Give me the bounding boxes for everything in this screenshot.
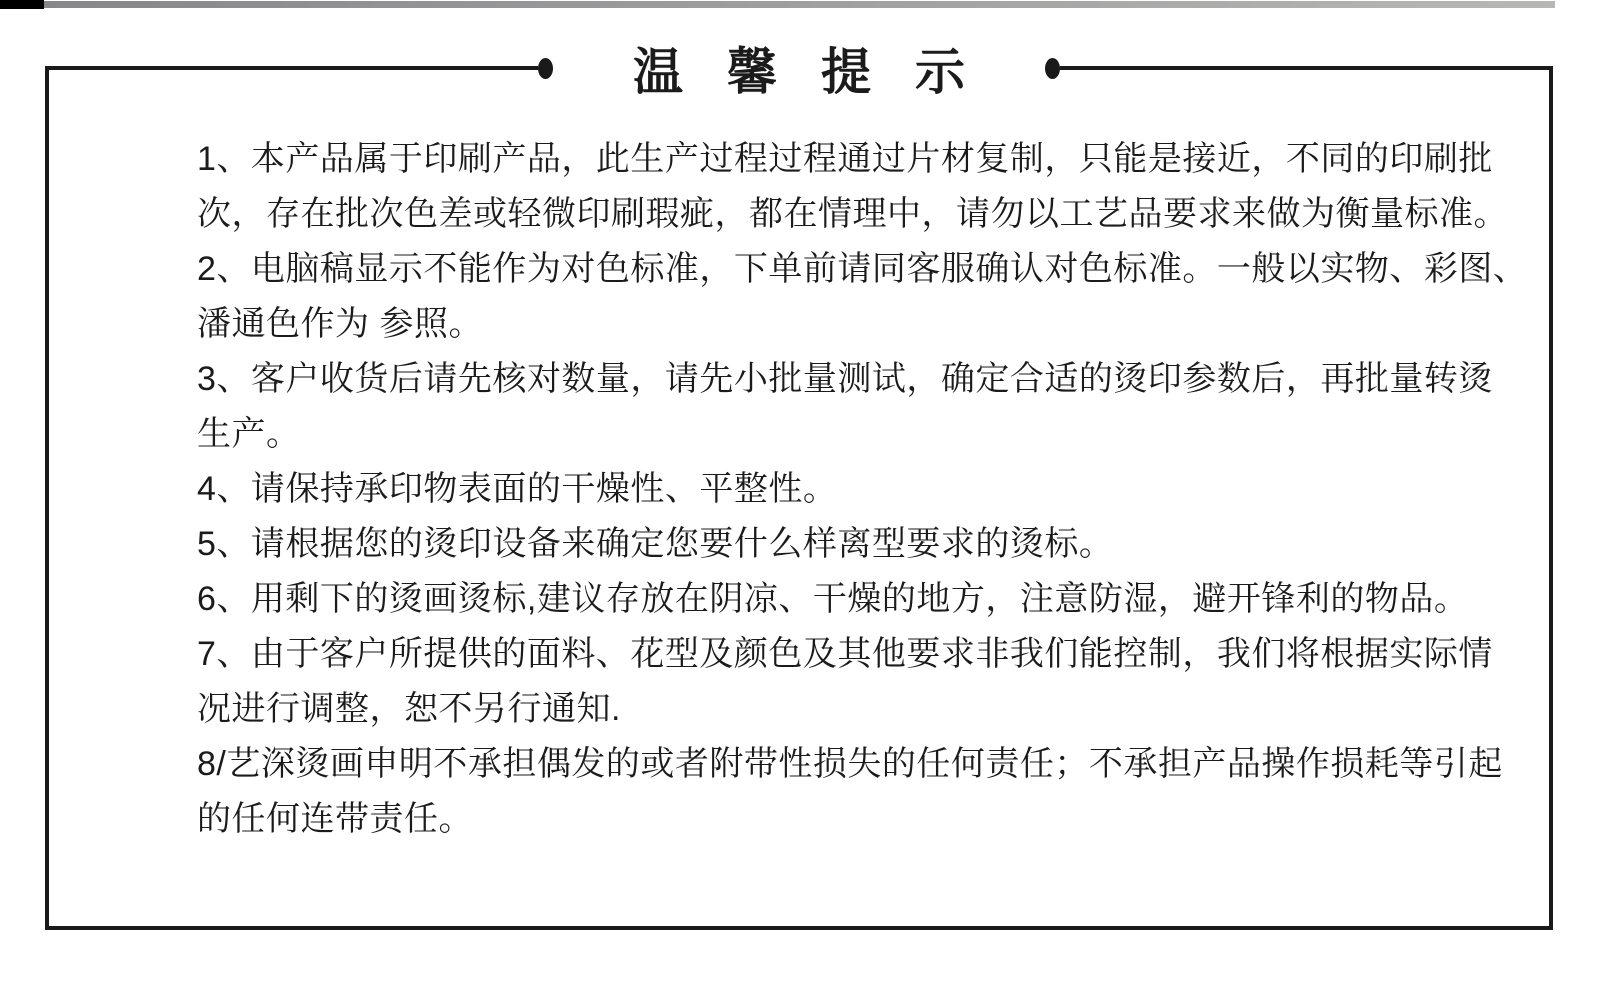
notice-line: 生产。 (197, 415, 301, 453)
notice-line: 况进行调整，恕不另行通知. (197, 690, 621, 728)
notice-body (49, 70, 1549, 847)
notice-line: 8/艺深烫画申明不承担偶发的或者附带性损失的任何责任；不承担产品操作损耗等引起 (197, 745, 1503, 783)
notice-line: 潘通色作为 参照。 (197, 305, 483, 343)
top-decor-bar (0, 0, 1600, 10)
notice-frame (45, 44, 1553, 930)
notice-line: 3、客户收货后请先核对数量，请先小批量测试，确定合适的烫印参数后，再批量转烫 (197, 360, 1493, 398)
top-bar-black-segment (0, 0, 44, 9)
notice-title: 温馨提示 (633, 44, 1009, 100)
notice-line: 6、用剩下的烫画烫标,建议存放在阴凉、干燥的地方，注意防湿，避开锋利的物品。 (197, 580, 1469, 618)
top-bar-gradient-segment (44, 1, 1555, 8)
notice-line: 5、请根据您的烫印设备来确定您要什么样离型要求的烫标。 (197, 525, 1114, 563)
notice-line: 1、本产品属于印刷产品，此生产过程过程通过片材复制，只能是接近，不同的印刷批 (197, 140, 1493, 178)
notice-line: 4、请保持承印物表面的干燥性、平整性。 (197, 470, 838, 508)
notice-line: 2、电脑稿显示不能作为对色标准，下单前请同客服确认对色标准。一般以实物、彩图、 (197, 250, 1528, 288)
notice-line: 次，存在批次色差或轻微印刷瑕疵，都在情理中，请勿以工艺品要求来做为衡量标准。 (197, 195, 1508, 233)
notice-line: 的任何连带责任。 (197, 800, 473, 838)
notice-line: 7、由于客户所提供的面料、花型及颜色及其他要求非我们能控制，我们将根据实际情 (197, 635, 1493, 673)
